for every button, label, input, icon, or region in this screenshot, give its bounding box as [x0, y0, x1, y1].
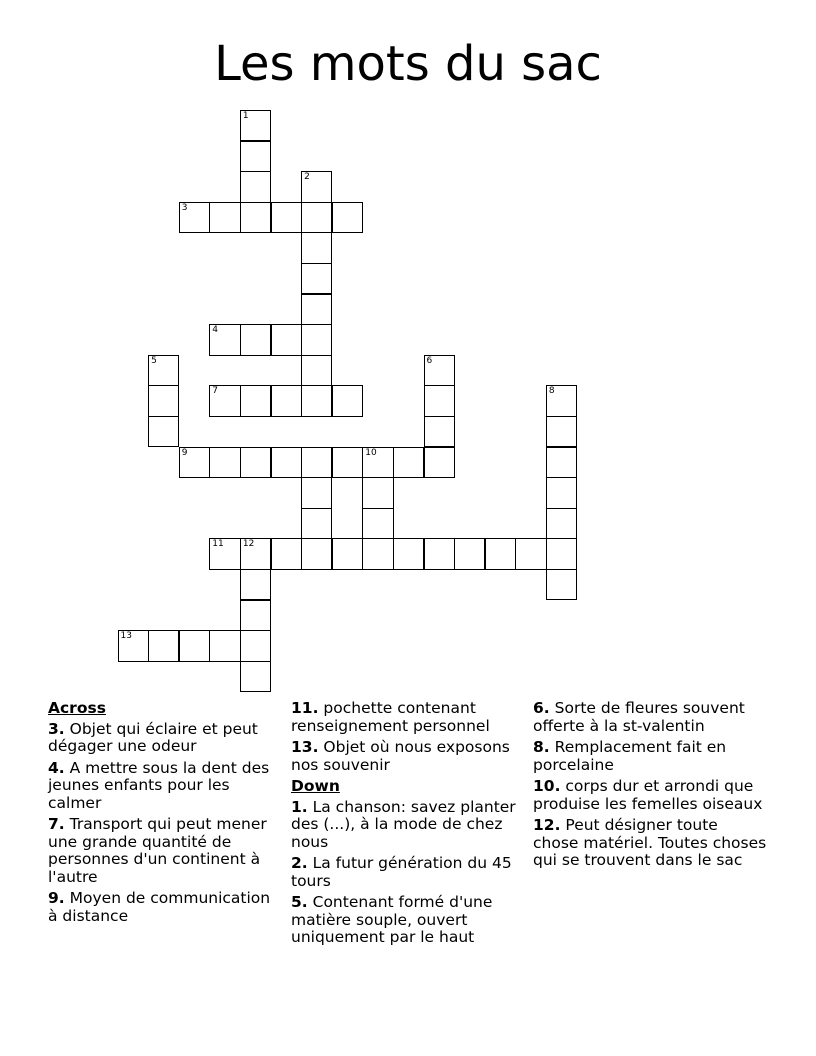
grid-cell[interactable]	[179, 447, 210, 478]
clue-text: La chanson: savez planter des (...), à la mode de chez nous	[291, 797, 516, 851]
clue-across-13	[291, 739, 526, 774]
clue-text: La futur génération du 45 tours	[291, 854, 512, 890]
cell-number: 3	[181, 202, 188, 213]
clue-text: Contenant formé d'une matière souple, ouvert uniquement par le haut	[291, 893, 493, 946]
grid-cell[interactable]	[240, 569, 271, 600]
grid-cell[interactable]	[424, 355, 455, 386]
grid-cell[interactable]	[362, 508, 393, 539]
grid-cell[interactable]	[240, 538, 271, 569]
clue-number: 2.	[291, 854, 308, 872]
clue-down-5	[291, 894, 526, 947]
grid-cell[interactable]	[240, 171, 271, 202]
grid-cell[interactable]	[301, 324, 332, 355]
clue-text: Transport qui peut mener une grande quantité de personnes d'un continent à l'autre	[48, 815, 267, 886]
grid-cell[interactable]	[148, 630, 179, 661]
grid-cell[interactable]	[393, 447, 424, 478]
across-heading: Across	[48, 699, 106, 717]
clue-number: 1.	[291, 797, 308, 816]
clue-down-6	[533, 700, 768, 735]
grid-cell[interactable]	[240, 324, 271, 355]
clue-text: Peut désigner toute chose matériel. Toutes choses qui se trouvent dans le sac	[533, 816, 767, 869]
cell-number: 7	[212, 386, 219, 397]
grid-cell[interactable]	[424, 416, 455, 447]
clue-column-2	[291, 700, 526, 951]
clue-down-8	[533, 739, 768, 774]
clue-text: Objet qui éclaire et peut dégager une odeur	[48, 719, 258, 755]
clue-column-1	[48, 700, 283, 929]
grid-cell[interactable]	[271, 538, 302, 569]
grid-cell[interactable]	[148, 385, 179, 416]
grid-cell[interactable]	[209, 324, 240, 355]
grid-cell[interactable]	[209, 447, 240, 478]
grid-cell[interactable]	[209, 385, 240, 416]
clue-number: 13.	[291, 738, 319, 756]
grid-cell[interactable]	[485, 538, 516, 569]
clue-text: pochette contenant renseignement personnel	[291, 699, 490, 735]
cell-number: 12	[242, 539, 255, 550]
grid-cell[interactable]	[546, 447, 577, 478]
grid-cell[interactable]	[301, 171, 332, 202]
grid-cell[interactable]	[301, 538, 332, 569]
grid-cell[interactable]	[424, 538, 455, 569]
clue-text: Remplacement fait en porcelaine	[533, 738, 727, 774]
cell-number: 6	[426, 355, 433, 366]
clue-across-11	[291, 700, 526, 735]
clue-across-7	[48, 816, 283, 886]
clue-down-10	[533, 778, 768, 813]
cell-number: 10	[365, 447, 377, 458]
clue-number: 10.	[533, 777, 561, 795]
grid-cell[interactable]	[301, 232, 332, 263]
grid-cell[interactable]	[240, 661, 271, 692]
grid-cell[interactable]	[546, 508, 577, 539]
clue-down-12	[533, 817, 768, 870]
clue-number: 6.	[533, 699, 550, 717]
clue-number: 3.	[48, 719, 65, 738]
clue-down-1	[291, 799, 526, 852]
grid-cell[interactable]	[546, 385, 577, 416]
grid-cell[interactable]	[118, 630, 149, 661]
grid-cell[interactable]	[546, 416, 577, 447]
grid-cell[interactable]	[362, 538, 393, 569]
grid-cell[interactable]	[271, 447, 302, 478]
clue-text: A mettre sous la dent des jeunes enfants pour les calmer	[48, 758, 270, 812]
clue-across-4	[48, 760, 283, 813]
grid-cell[interactable]	[240, 385, 271, 416]
clue-number: 12.	[533, 816, 561, 834]
grid-cell[interactable]	[301, 294, 332, 325]
grid-cell[interactable]	[209, 630, 240, 661]
grid-cell[interactable]	[148, 416, 179, 447]
clue-number: 11.	[291, 699, 319, 717]
grid-cell[interactable]	[362, 447, 393, 478]
grid-cell[interactable]	[240, 630, 271, 661]
clue-text: Objet où nous exposons nos souvenir	[291, 738, 510, 774]
clue-down-2	[291, 855, 526, 890]
cell-number: 1	[242, 111, 249, 121]
cell-number: 11	[212, 539, 224, 550]
grid-cell[interactable]	[240, 141, 271, 172]
clue-text: Sorte de fleures souvent offerte à la st-valentin	[533, 699, 745, 735]
clue-number: 9.	[48, 889, 65, 907]
grid-cell[interactable]	[301, 355, 332, 386]
grid-cell[interactable]	[362, 477, 393, 508]
grid-cell[interactable]	[271, 385, 302, 416]
grid-cell[interactable]	[271, 324, 302, 355]
grid-cell[interactable]	[546, 569, 577, 600]
grid-cell[interactable]	[209, 538, 240, 569]
grid-cell[interactable]	[332, 538, 363, 569]
grid-cell[interactable]	[332, 202, 363, 233]
cell-number: 4	[212, 325, 219, 336]
clue-number: 8.	[533, 738, 550, 756]
clue-across-9	[48, 890, 283, 925]
clue-number: 5.	[291, 893, 308, 911]
grid-cell[interactable]	[301, 477, 332, 508]
grid-cell[interactable]	[454, 538, 485, 569]
grid-cell[interactable]	[240, 600, 271, 631]
grid-cell[interactable]	[546, 538, 577, 569]
grid-cell[interactable]	[424, 447, 455, 478]
grid-cell[interactable]	[301, 447, 332, 478]
cell-number: 8	[548, 386, 555, 397]
grid-cell[interactable]	[148, 355, 179, 386]
grid-cell[interactable]	[240, 110, 271, 141]
grid-cell[interactable]	[301, 263, 332, 294]
grid-cell[interactable]	[301, 385, 332, 416]
grid-cell[interactable]	[271, 202, 302, 233]
grid-cell[interactable]	[179, 202, 210, 233]
grid-cell[interactable]	[301, 508, 332, 539]
grid-cell[interactable]	[301, 202, 332, 233]
cell-number: 2	[304, 172, 310, 183]
clue-text: corps dur et arrondi que produise les femelles oiseaux	[533, 777, 763, 813]
grid-cell[interactable]	[515, 538, 546, 569]
grid-cell[interactable]	[393, 538, 424, 569]
clue-across-3	[48, 721, 283, 756]
grid-cell[interactable]	[332, 447, 363, 478]
down-heading: Down	[291, 777, 340, 795]
grid-cell[interactable]	[332, 385, 363, 416]
grid-cell[interactable]	[424, 385, 455, 416]
grid-cell[interactable]	[240, 202, 271, 233]
grid-cell[interactable]	[179, 630, 210, 661]
clue-number: 4.	[48, 758, 65, 777]
grid-cell[interactable]	[209, 202, 240, 233]
grid-cell[interactable]	[546, 477, 577, 508]
grid-cell[interactable]	[240, 447, 271, 478]
clue-text: Moyen de communication à distance	[48, 889, 271, 925]
clue-number: 7.	[48, 815, 65, 833]
cell-number: 13	[120, 631, 132, 642]
clue-column-3	[533, 700, 768, 874]
cell-number: 9	[181, 447, 188, 458]
cell-number: 5	[151, 355, 157, 366]
puzzle-title: Les mots du sac	[214, 36, 602, 92]
